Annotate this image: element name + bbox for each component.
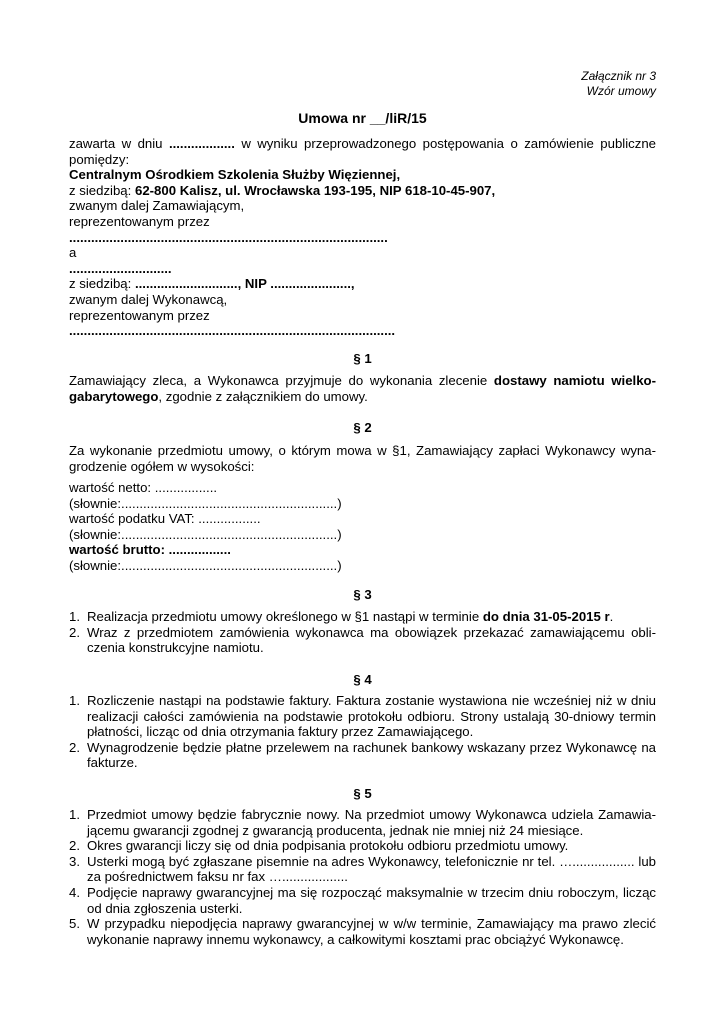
section-5-list: [69, 807, 656, 947]
section-1-text: Zamawiający zleca, a Wykonawca przyjmuje do wykonania zlecenie dostawy namiotu wielko-gabarytowego, zgodnie z załącznikiem do umowy.: [69, 373, 657, 404]
section-4-item-1: 1. Rozliczenie nastąpi na podstawie faktury. Faktura zostanie wystawiona nie wcześniej niż w dniu realizacji całości zamówienia na podstawie protokołu odbioru. Strony ustalają 30-dniowy termin płatności, licząc od dnia otrzymania faktury przez Zamawiającego.: [69, 693, 656, 740]
section-2-heading: § 2: [353, 420, 372, 435]
vat-value-in-words: (słownie:...........................................................): [69, 526, 342, 542]
section-4-list: [69, 693, 656, 771]
section-4-heading: § 4: [353, 672, 372, 687]
section-5-item-4: 4. Podjęcie naprawy gwarancyjnej ma się rozpocząć maksymalnie w trzecim dniu roboczym, licząc od dnia zgłoszenia usterki.: [69, 884, 656, 916]
section-5-item-5: 5. W przypadku niepodjęcia naprawy gwarancyjnej w w/w terminie, Zamawiający ma prawo zlecić wykonanie naprawy innemu wykonawcy, a całkowitymi kosztami prac obciążyć Wykonawcę.: [69, 916, 656, 947]
annex-template-label: Wzór umowy: [586, 84, 656, 98]
contractor-alias: zwanym dalej Wykonawcą,: [69, 291, 228, 307]
intro-line-2: pomiędzy:: [69, 151, 130, 167]
parties-section: [69, 136, 656, 339]
contractor-represented: reprezentowanym przez: [69, 307, 210, 323]
contractor-representative-blank: .........................................................................................: [69, 323, 396, 339]
gross-value: wartość brutto: .................: [69, 542, 231, 558]
annex-label: [581, 69, 656, 99]
vat-value: wartość podatku VAT: .................: [69, 511, 261, 527]
section-5-item-3: 3. Usterki mogą być zgłaszane pisemnie na adres Wykonawcy, telefonicznie nr tel. …................. lub za pośrednictwem faksu nr fax …..................: [69, 853, 656, 885]
ordering-party-alias: zwanym dalej Zamawiającym,: [69, 198, 245, 214]
intro-line-1: zawarta w dniu .................. w wyniku przeprowadzonego postępowania o zamówienie publiczne: [69, 136, 656, 151]
section-2-intro: Za wykonanie przedmiotu umowy, o którym mowa w §1, Zamawiający zapłaci Wykonawcy wyna-grodzenie ogółem w wysokości:: [69, 443, 656, 474]
conjunction-a: a: [69, 245, 77, 261]
section-3-heading: § 3: [353, 587, 372, 602]
section-3-item-2: 2. Wraz z przedmiotem zamówienia wykonawca ma obowiązek przekazać zamawiającemu obli-czenia konstrukcyjne namiotu.: [69, 624, 656, 656]
section-5-item-1: 1. Przedmiot umowy będzie fabrycznie nowy. Na przedmiot umowy Wykonawca udziela Zamawia-jącemu gwarancji zgodnej z gwarancją producenta, jednak nie mniej niż 24 miesiące.: [69, 807, 656, 838]
section-5-item-2: 2. Okres gwarancji liczy się od dnia podpisania protokołu odbioru przedmiotu umowy.: [69, 838, 569, 854]
net-value-in-words: (słownie:...........................................................): [69, 495, 342, 511]
section-5-heading: § 5: [353, 786, 372, 801]
ordering-party-represented: reprezentowanym przez: [69, 213, 210, 229]
section-3-item-1: 1. Realizacja przedmiotu umowy określonego w §1 nastąpi w terminie do dnia 31-05-2015 r.: [69, 609, 614, 624]
contractor-address: z siedzibą: ............................, NIP ......................,: [69, 276, 355, 292]
section-2-amounts: [69, 480, 656, 574]
section-3-list: [69, 609, 656, 656]
gross-value-in-words: (słownie:...........................................................): [69, 557, 342, 573]
annex-number: Załącznik nr 3: [581, 69, 656, 83]
ordering-party-address: z siedzibą: 62-800 Kalisz, ul. Wrocławska 193-195, NIP 618-10-45-907,: [69, 182, 496, 198]
ordering-party-name: Centralnym Ośrodkiem Szkolenia Służby Więziennej,: [69, 167, 401, 183]
section-1-heading: § 1: [353, 351, 372, 366]
contractor-name-blank: ............................: [69, 260, 172, 276]
section-4-item-2: 2. Wynagrodzenie będzie płatne przelewem na rachunek bankowy wskazany przez Wykonawcę na fakturze.: [69, 739, 656, 771]
net-value: wartość netto: .................: [69, 480, 218, 495]
ordering-party-representative-blank: .......................................................................................: [69, 229, 388, 245]
contract-title: Umowa nr __/liR/15: [298, 110, 427, 126]
